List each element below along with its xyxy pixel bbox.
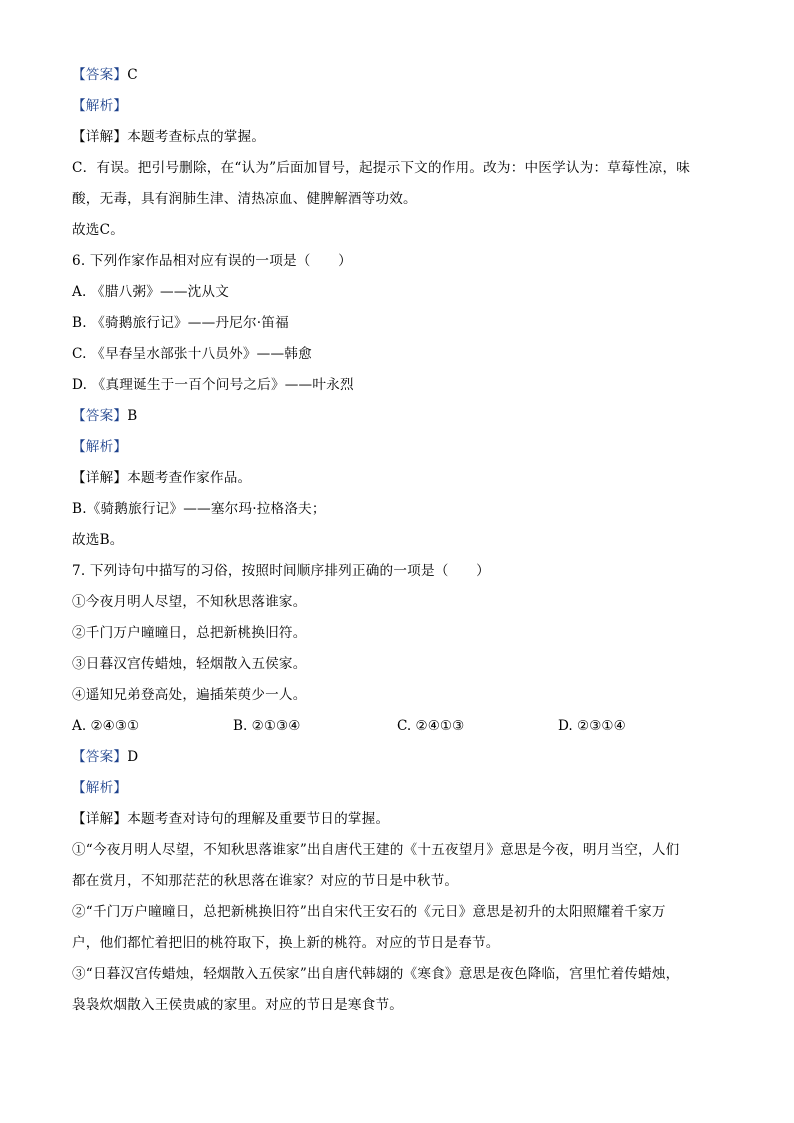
q7-poem-1: ①今夜月明人尽望，不知秋思落谁家。 bbox=[72, 594, 307, 610]
q7-answer-line bbox=[72, 744, 722, 775]
answer-tag: 【答案】 bbox=[72, 408, 128, 424]
detail-tag: 【详解】 bbox=[72, 129, 128, 145]
q7-explain-line-1: ①“今夜月明人尽望，不知秋思落谁家”出自唐代王建的《十五夜望月》意思是今夜，明月当空，人们 bbox=[72, 842, 680, 858]
analysis-tag: 【解析】 bbox=[72, 780, 128, 796]
q7-stem: 7. 下列诗句中描写的习俗，按照时间顺序排列正确的一项是（ ） bbox=[72, 563, 490, 579]
answer-value: B bbox=[127, 408, 138, 424]
q5-explain-line-1: C．有误。把引号删除，在“认为”后面加冒号，起提示下文的作用。改为：中医学认为：草莓性凉，味 bbox=[72, 160, 691, 176]
q7-detail-line bbox=[72, 806, 722, 837]
analysis-tag: 【解析】 bbox=[72, 439, 128, 455]
q7-explain-line-5: ③“日暮汉宫传蜡烛，轻烟散入五侯家”出自唐代韩翃的《寒食》意思是夜色降临，宫里忙着传蜡烛， bbox=[72, 966, 680, 982]
q7-poem-3: ③日暮汉宫传蜡烛，轻烟散入五侯家。 bbox=[72, 656, 307, 672]
q6-explain-line-1: B.《骑鹅旅行记》——塞尔玛·拉格洛夫； bbox=[72, 501, 326, 517]
q6-stem: 6. 下列作家作品相对应有误的一项是（ ） bbox=[72, 253, 352, 269]
q7-option-b: B. ②①③④ bbox=[233, 718, 301, 734]
detail-text: 本题考查作家作品。 bbox=[127, 470, 252, 486]
q7-option-c: C. ②④①③ bbox=[397, 718, 465, 734]
detail-text: 本题考查对诗句的理解及重要节日的掌握。 bbox=[127, 811, 390, 827]
detail-tag: 【详解】 bbox=[72, 470, 128, 486]
q5-explain-line-2: 酸，无毒，具有润肺生津、清热凉血、健脾解酒等功效。 bbox=[72, 191, 417, 207]
document-page bbox=[72, 62, 722, 1023]
q6-option-a: A. 《腊八粥》——沈从文 bbox=[72, 284, 229, 300]
answer-tag: 【答案】 bbox=[72, 67, 128, 83]
answer-tag: 【答案】 bbox=[72, 749, 128, 765]
q7-option-a: A. ②④③① bbox=[72, 718, 140, 734]
q7-explain-line-6: 袅袅炊烟散入王侯贵戚的家里。对应的节日是寒食节。 bbox=[72, 997, 404, 1013]
q5-analysis-line bbox=[72, 93, 722, 124]
q7-explain-line-3: ②“千门万户曈曈日，总把新桃换旧符”出自宋代王安石的《元日》意思是初升的太阳照耀着千家万 bbox=[72, 904, 666, 920]
q6-detail-line bbox=[72, 465, 722, 496]
q7-options-row bbox=[72, 713, 722, 744]
q6-conclusion: 故选B。 bbox=[72, 532, 124, 548]
q6-answer-line bbox=[72, 403, 722, 434]
q6-analysis-line bbox=[72, 434, 722, 465]
answer-value: C bbox=[127, 67, 138, 83]
q7-explain-line-2: 都在赏月，不知那茫茫的秋思落在谁家？对应的节日是中秋节。 bbox=[72, 873, 459, 889]
detail-tag: 【详解】 bbox=[72, 811, 128, 827]
detail-text: 本题考查标点的掌握。 bbox=[127, 129, 266, 145]
q5-detail-line bbox=[72, 124, 722, 155]
q7-explain-line-4: 户，他们都忙着把旧的桃符取下，换上新的桃符。对应的节日是春节。 bbox=[72, 935, 500, 951]
analysis-tag: 【解析】 bbox=[72, 98, 128, 114]
answer-value: D bbox=[127, 749, 139, 765]
q7-analysis-line bbox=[72, 775, 722, 806]
q7-poem-2: ②千门万户曈曈日，总把新桃换旧符。 bbox=[72, 625, 307, 641]
q5-conclusion: 故选C。 bbox=[72, 222, 124, 238]
q6-option-b: B. 《骑鹅旅行记》——丹尼尔·笛福 bbox=[72, 315, 289, 331]
q7-poem-4: ④遥知兄弟登高处，遍插茱萸少一人。 bbox=[72, 687, 307, 703]
q6-option-d: D. 《真理诞生于一百个问号之后》——叶永烈 bbox=[72, 377, 354, 393]
q6-option-c: C. 《早春呈水部张十八员外》——韩愈 bbox=[72, 346, 312, 362]
q5-answer-line bbox=[72, 62, 722, 93]
q7-option-d: D. ②③①④ bbox=[558, 718, 626, 734]
